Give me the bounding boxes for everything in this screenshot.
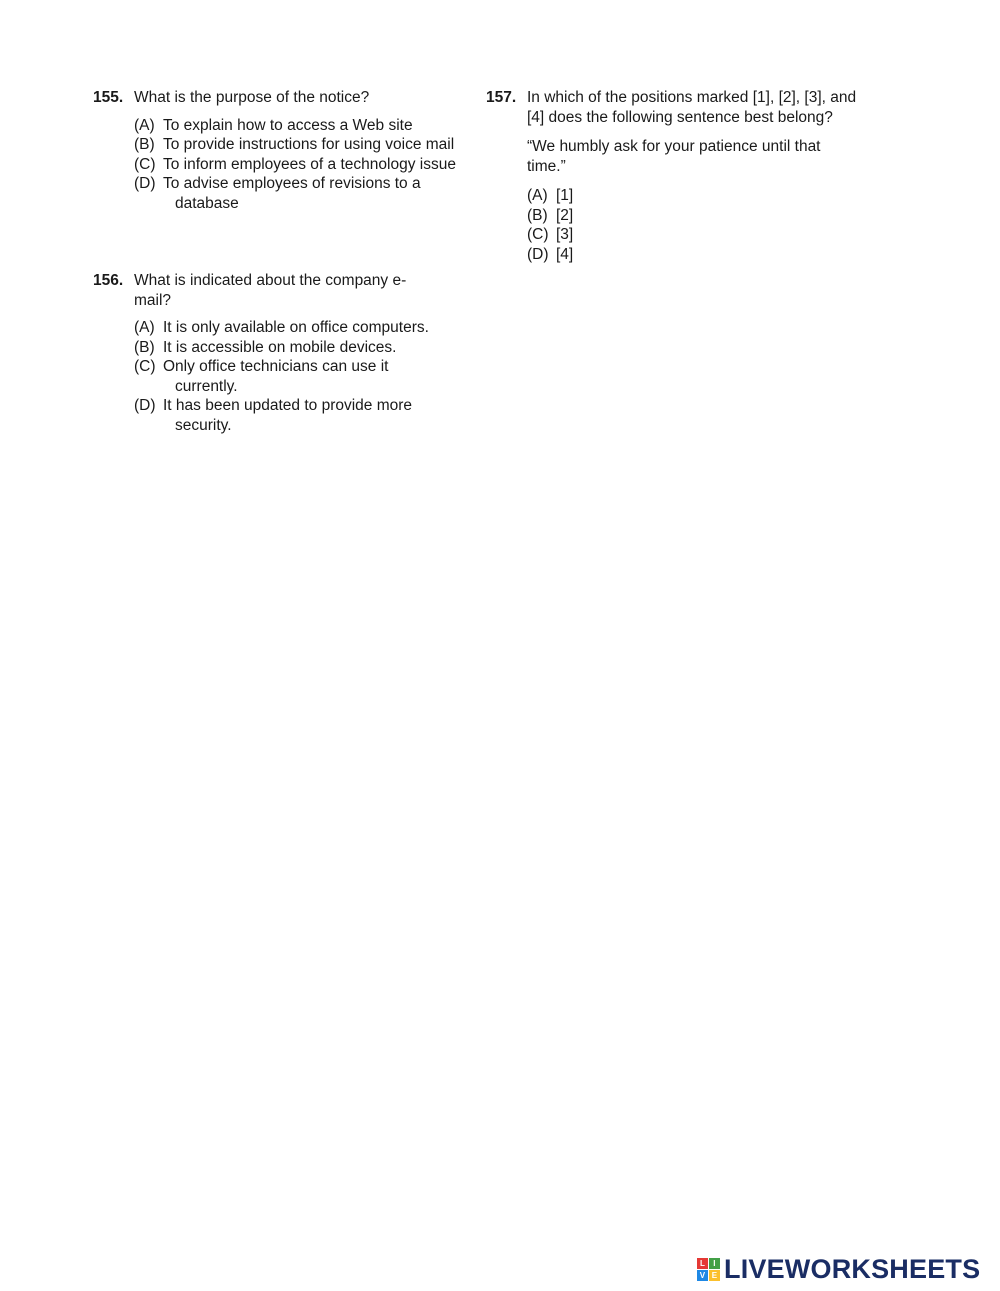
question-text: What is indicated about the company e-mail? — [134, 272, 407, 309]
option-label: (A) — [134, 319, 155, 336]
option-text: [3] — [556, 226, 574, 243]
option-text: [4] — [556, 245, 574, 263]
question-text: What is the purpose of the notice? — [134, 89, 370, 106]
option-c[interactable] — [134, 357, 453, 396]
option-d[interactable] — [134, 396, 453, 435]
option-label: (C) — [134, 358, 156, 375]
option-label: (D) — [134, 397, 156, 414]
question-155 — [93, 88, 463, 213]
option-label: (D) — [527, 245, 549, 263]
option-d[interactable] — [134, 174, 463, 213]
option-label: (C) — [134, 155, 156, 173]
option-b[interactable] — [134, 135, 463, 155]
option-label: (A) — [527, 187, 548, 204]
option-a[interactable] — [527, 186, 866, 206]
option-list — [527, 186, 866, 264]
option-text: [1] — [556, 187, 574, 204]
option-b[interactable] — [527, 206, 866, 226]
option-text: It has been updated to provide more security. — [163, 397, 413, 434]
logo-tile: I — [709, 1258, 720, 1269]
option-label: (B) — [527, 206, 548, 224]
option-text: To explain how to access a Web site — [163, 116, 413, 134]
option-list — [134, 116, 463, 214]
liveworksheets-logo[interactable] — [697, 1254, 980, 1285]
option-text: It is only available on office computers. — [163, 319, 429, 336]
option-c[interactable] — [134, 155, 463, 175]
option-label: (B) — [134, 338, 155, 356]
question-156 — [93, 271, 453, 435]
logo-tile: V — [697, 1270, 708, 1281]
question-157 — [486, 88, 866, 264]
question-number: 156. — [93, 272, 124, 289]
option-label: (B) — [134, 136, 155, 153]
option-text: To inform employees of a technology issue — [163, 155, 456, 173]
option-label: (D) — [134, 175, 156, 192]
option-list — [134, 318, 453, 435]
logo-tile: L — [697, 1258, 708, 1269]
logo-tile: E — [709, 1270, 720, 1281]
logo-text: LIVEWORKSHEETS — [724, 1254, 981, 1284]
option-text: [2] — [556, 206, 574, 224]
option-text: Only office technicians can use it currently. — [163, 358, 389, 395]
option-label: (C) — [527, 226, 549, 243]
option-b[interactable] — [134, 338, 453, 358]
option-text: It is accessible on mobile devices. — [163, 338, 397, 356]
question-text: In which of the positions marked [1], [2], [3], and [4] does the following sentence best belong? — [527, 89, 857, 126]
option-a[interactable] — [134, 318, 453, 338]
option-text: To advise employees of revisions to a database — [163, 175, 421, 212]
quoted-sentence: “We humbly ask for your patience until that time.” — [527, 138, 821, 175]
question-number: 157. — [486, 89, 517, 106]
option-d[interactable] — [527, 245, 866, 265]
logo-tiles — [697, 1258, 720, 1281]
question-number: 155. — [93, 89, 124, 106]
option-c[interactable] — [527, 225, 866, 245]
option-label: (A) — [134, 116, 155, 134]
option-a[interactable] — [134, 116, 463, 136]
option-text: To provide instructions for using voice mail — [163, 136, 455, 153]
